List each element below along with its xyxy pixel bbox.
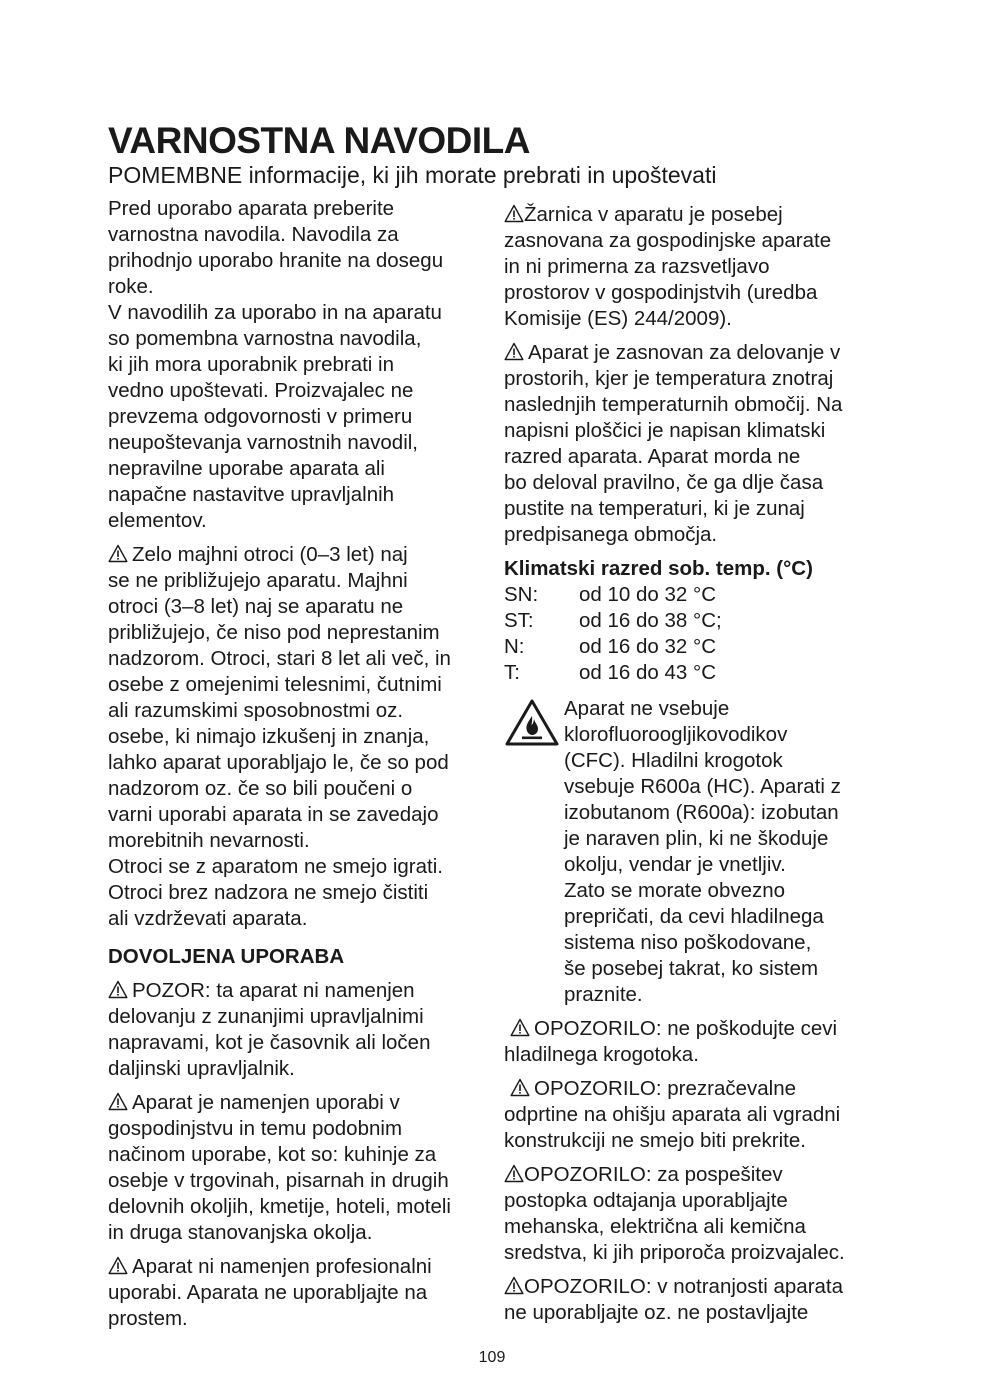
climate-class-code: N: bbox=[504, 635, 525, 658]
professional-warning-text: Aparat ni namenjen profesionalni uporabi. Aparata ne uporabljajte na prostem. bbox=[108, 1255, 432, 1330]
right-column bbox=[504, 202, 884, 1326]
climate-class-code: ST: bbox=[504, 609, 534, 632]
section-heading: DOVOLJENA UPORABA bbox=[108, 945, 345, 968]
bulb-warning bbox=[504, 202, 884, 332]
pozor-warning-text: POZOR: ta aparat ni namenjen delovanju z zunanjimi upravljalnimi napravami, kot je časovnik ali ločen daljinski upravljalnik. bbox=[108, 979, 431, 1080]
professional-warning bbox=[108, 1254, 486, 1332]
warning-triangle-icon bbox=[108, 980, 128, 999]
cfc-notice bbox=[504, 696, 884, 1008]
climate-class-range: od 16 do 43 °C bbox=[579, 661, 716, 684]
climate-class-range: od 16 do 32 °C bbox=[579, 635, 716, 658]
warning-triangle-icon bbox=[504, 1164, 524, 1183]
household-warning bbox=[108, 1090, 486, 1246]
cfc-notice-text: Aparat ne vsebuje klorofluoroogljikovodikov (CFC). Hladilni krogotok vsebuje R600a (HC). Aparati z izobutanom (R600a): izobutan je naraven plin, ki ne škoduje okolju, vendar je vnetljiv. Zato se morate obvezno prepričati, da cevi hladilnega sistema niso poškodovane, še posebej takrat, ko sistem praznite. bbox=[564, 697, 841, 1006]
warning-defrost bbox=[504, 1162, 884, 1266]
children-warning-text: Zelo majhni otroci (0–3 let) naj se ne približujejo aparatu. Majhni otroci (3–8 let) naj se aparatu ne približujejo, če niso pod neprestanim nadzorom. Otroci, stari 8 let ali več, in osebe z omejenimi telesnimi, čutnimi ali razumskimi sposobnostmi oz. osebe, ki nimajo izkušenj in znanja, lahko aparat uporabljajo le, če so pod nadzorom oz. če so bili poučeni o varni uporabi aparata in se zavedajo morebitnih nevarnosti. Otroci se z aparatom ne smejo igrati. Otroci brez nadzora ne smejo čistiti ali vzdrževati aparata. bbox=[108, 543, 451, 930]
climate-class-table bbox=[504, 556, 884, 686]
warning-triangle-icon bbox=[108, 1256, 128, 1275]
climate-class-range: od 10 do 32 °C bbox=[579, 583, 716, 606]
left-column bbox=[108, 196, 486, 1332]
warning-triangle-icon bbox=[510, 1018, 530, 1037]
climate-class-row bbox=[504, 634, 884, 660]
climate-class-row bbox=[504, 608, 884, 634]
temperature-warning-text: Aparat je zasnovan za delovanje v prostorih, kjer je temperatura znotraj naslednjih temperaturnih območij. Na napisni ploščici je napisan klimatski razred aparata. Aparat morda ne bo deloval pravilno, če ga dlje časa pustite na temperaturi, ki je zunaj predpisanega območja. bbox=[504, 341, 843, 546]
household-warning-text: Aparat je namenjen uporabi v gospodinjstvu in temu podobnim načinom uporabe, kot so: kuhinje za osebje v trgovinah, pisarnah in drugih delovnih okoljih, kmetije, hoteli, moteli in druga stanovanjska okolja. bbox=[108, 1091, 451, 1244]
warning-triangle-icon bbox=[108, 544, 128, 563]
bulb-warning-text: Žarnica v aparatu je posebej zasnovana za gospodinjske aparate in ni primerna za razsvetljavo prostorov v gospodinjstvih (uredba Komisije (ES) 244/2009). bbox=[504, 203, 832, 330]
climate-class-heading: Klimatski razred sob. temp. (°C) bbox=[504, 557, 813, 580]
warning-defrost-text: OPOZORILO: za pospešitev postopka odtajanja uporabljajte mehanska, električna ali kemična sredstva, ki jih priporoča proizvajalec. bbox=[504, 1163, 845, 1264]
page-title: VARNOSTNA NAVODILA bbox=[108, 120, 530, 161]
climate-class-row bbox=[504, 582, 884, 608]
warning-ventilation-text: OPOZORILO: prezračevalne odprtine na ohišju aparata ali vgradni konstrukciji ne smejo biti prekrite. bbox=[504, 1077, 841, 1152]
warning-triangle-icon bbox=[504, 1276, 524, 1295]
climate-class-range: od 16 do 38 °C; bbox=[579, 609, 722, 632]
warning-triangle-icon bbox=[108, 1092, 128, 1111]
climate-class-row bbox=[504, 660, 884, 686]
warning-triangle-icon bbox=[504, 342, 524, 361]
page-subtitle: POMEMBNE informacije, ki jih morate prebrati in upoštevati bbox=[108, 162, 717, 188]
warning-triangle-icon bbox=[510, 1078, 530, 1097]
temperature-warning bbox=[504, 340, 884, 548]
children-warning bbox=[108, 542, 486, 932]
climate-class-code: SN: bbox=[504, 583, 539, 606]
pozor-warning bbox=[108, 978, 486, 1082]
intro-paragraph: Pred uporabo aparata preberite varnostna navodila. Navodila za prihodnjo uporabo hranite na dosegu roke. V navodilih za uporabo in na aparatu so pomembna varnostna navodila, ki jih mora uporabnik prebrati in vedno upoštevati. Proizvajalec ne prevzema odgovornosti v primeru neupoštevanja varnostnih navodil, nepravilne uporabe aparata ali napačne nastavitve upravljalnih elementov. bbox=[108, 197, 444, 532]
warning-triangle-icon bbox=[504, 204, 524, 223]
warning-ventilation bbox=[504, 1076, 884, 1154]
flammable-warning-icon bbox=[504, 698, 560, 748]
warning-interior bbox=[504, 1274, 884, 1326]
warning-interior-text: OPOZORILO: v notranjosti aparata ne uporabljajte oz. ne postavljajte bbox=[504, 1275, 844, 1324]
page-number: 109 bbox=[478, 1349, 506, 1366]
climate-class-code: T: bbox=[504, 661, 520, 684]
warning-pipes bbox=[504, 1016, 884, 1068]
warning-pipes-text: OPOZORILO: ne poškodujte cevi hladilnega krogotoka. bbox=[504, 1017, 838, 1066]
